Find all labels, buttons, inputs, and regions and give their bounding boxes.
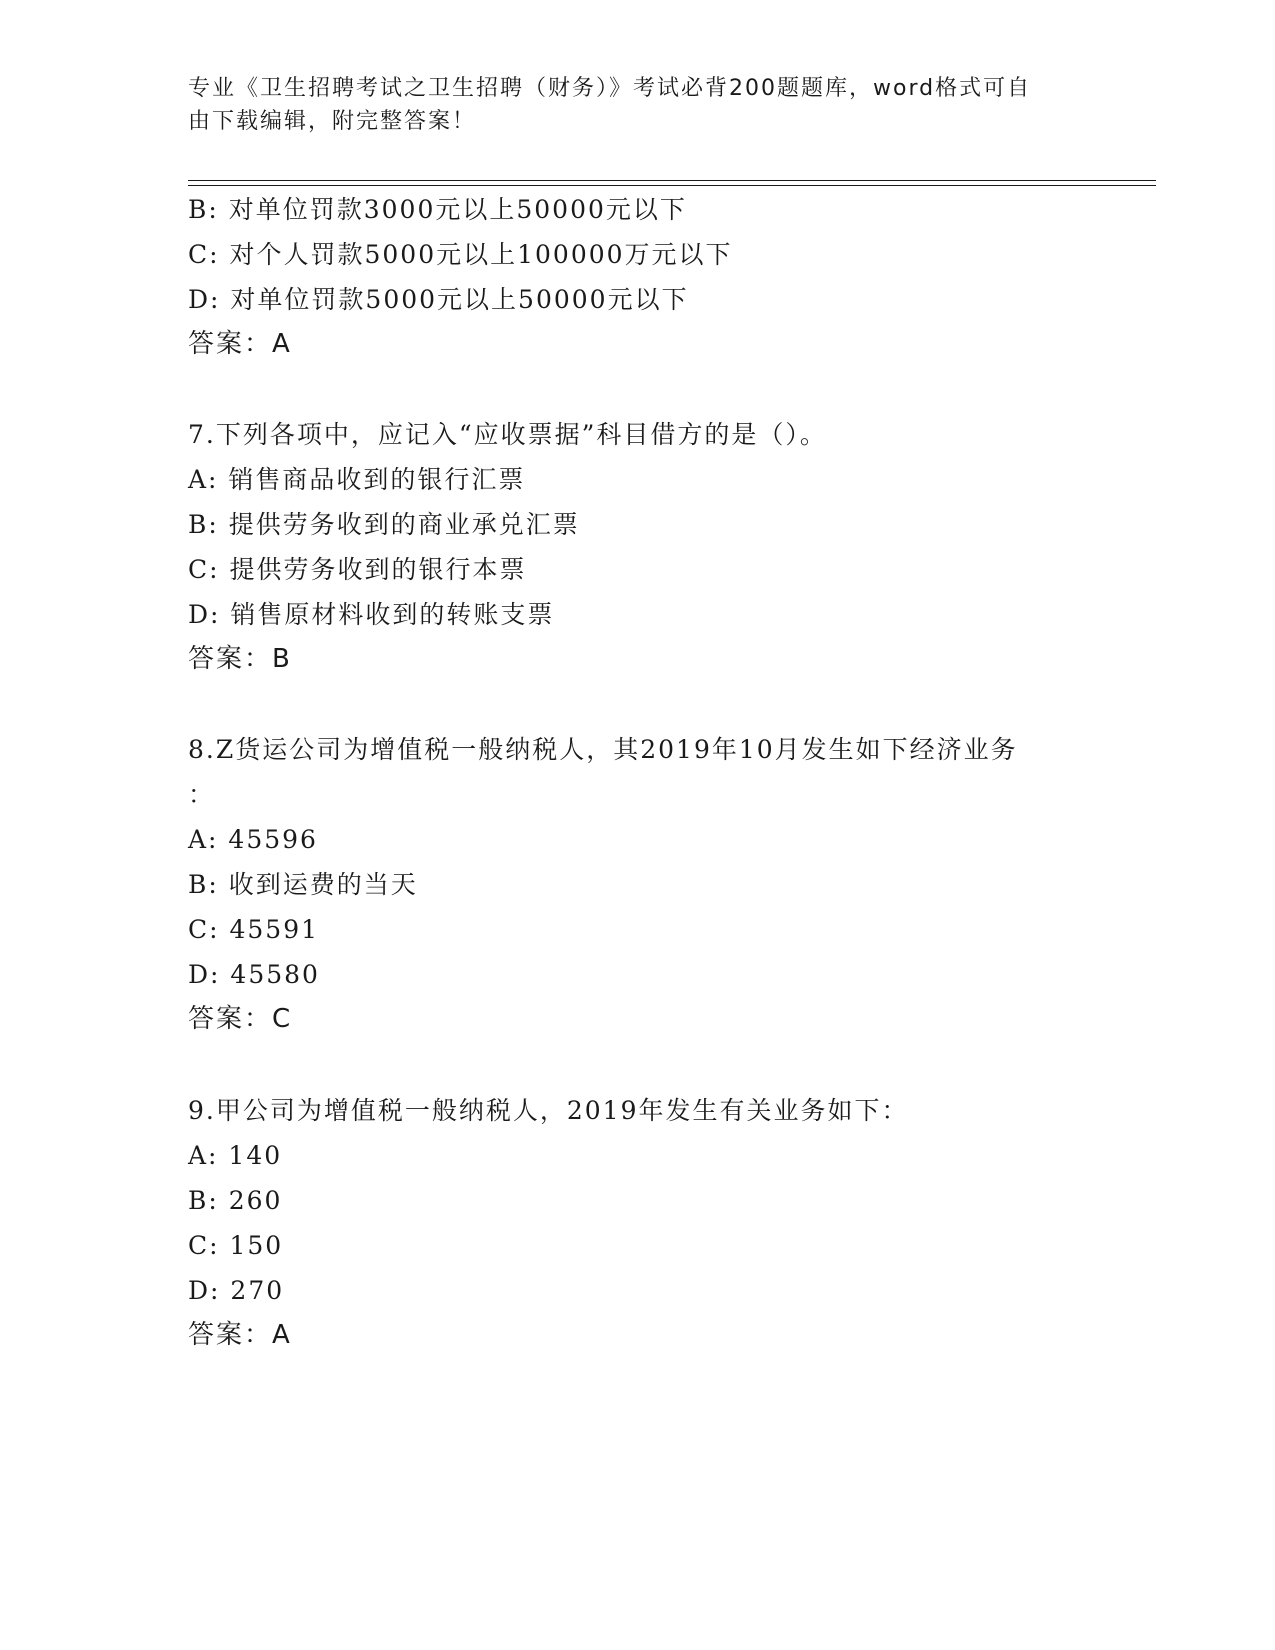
q8-question-continuation: ： bbox=[188, 780, 216, 809]
q7-option-d: D: 销售原材料收到的转账支票 bbox=[188, 600, 555, 629]
q8-option-d: D: 45580 bbox=[188, 960, 320, 989]
q7-question: 7.下列各项中，应记入“应收票据”科目借方的是（）。 bbox=[188, 420, 827, 449]
q6-option-b: B: 对单位罚款3000元以上50000元以下 bbox=[188, 195, 687, 224]
header-divider-top bbox=[188, 180, 1156, 181]
header-divider-bottom bbox=[188, 185, 1156, 186]
q7-option-b: B: 提供劳务收到的商业承兑汇票 bbox=[188, 510, 580, 539]
q7-answer: 答案：B bbox=[188, 644, 292, 674]
q8-question: 8.Z货运公司为增值税一般纳税人，其2019年10月发生如下经济业务 bbox=[188, 735, 1018, 764]
q9-option-d: D: 270 bbox=[188, 1276, 285, 1305]
document-header bbox=[188, 72, 1088, 138]
q6-option-d: D: 对单位罚款5000元以上50000元以下 bbox=[188, 285, 689, 314]
header-title-line-2: 由下载编辑，附完整答案！ bbox=[188, 109, 477, 134]
q6-answer: 答案：A bbox=[188, 329, 292, 359]
q7-option-a: A: 销售商品收到的银行汇票 bbox=[188, 465, 526, 494]
q6-option-c: C: 对个人罚款5000元以上100000万元以下 bbox=[188, 240, 733, 269]
q7-option-c: C: 提供劳务收到的银行本票 bbox=[188, 555, 527, 584]
q8-option-b: B: 收到运费的当天 bbox=[188, 870, 418, 899]
q9-option-b: B: 260 bbox=[188, 1186, 283, 1215]
header-title-line-1: 专业《卫生招聘考试之卫生招聘（财务）》考试必背200题题库，word格式可自 bbox=[188, 76, 1032, 101]
q9-option-c: C: 150 bbox=[188, 1231, 284, 1260]
q8-option-c: C: 45591 bbox=[188, 915, 320, 944]
q8-answer: 答案：C bbox=[188, 1004, 293, 1034]
q9-answer: 答案：A bbox=[188, 1320, 292, 1350]
q9-question: 9.甲公司为增值税一般纳税人，2019年发生有关业务如下： bbox=[188, 1096, 909, 1125]
q8-option-a: A: 45596 bbox=[188, 825, 318, 854]
q9-option-a: A: 140 bbox=[188, 1141, 283, 1170]
